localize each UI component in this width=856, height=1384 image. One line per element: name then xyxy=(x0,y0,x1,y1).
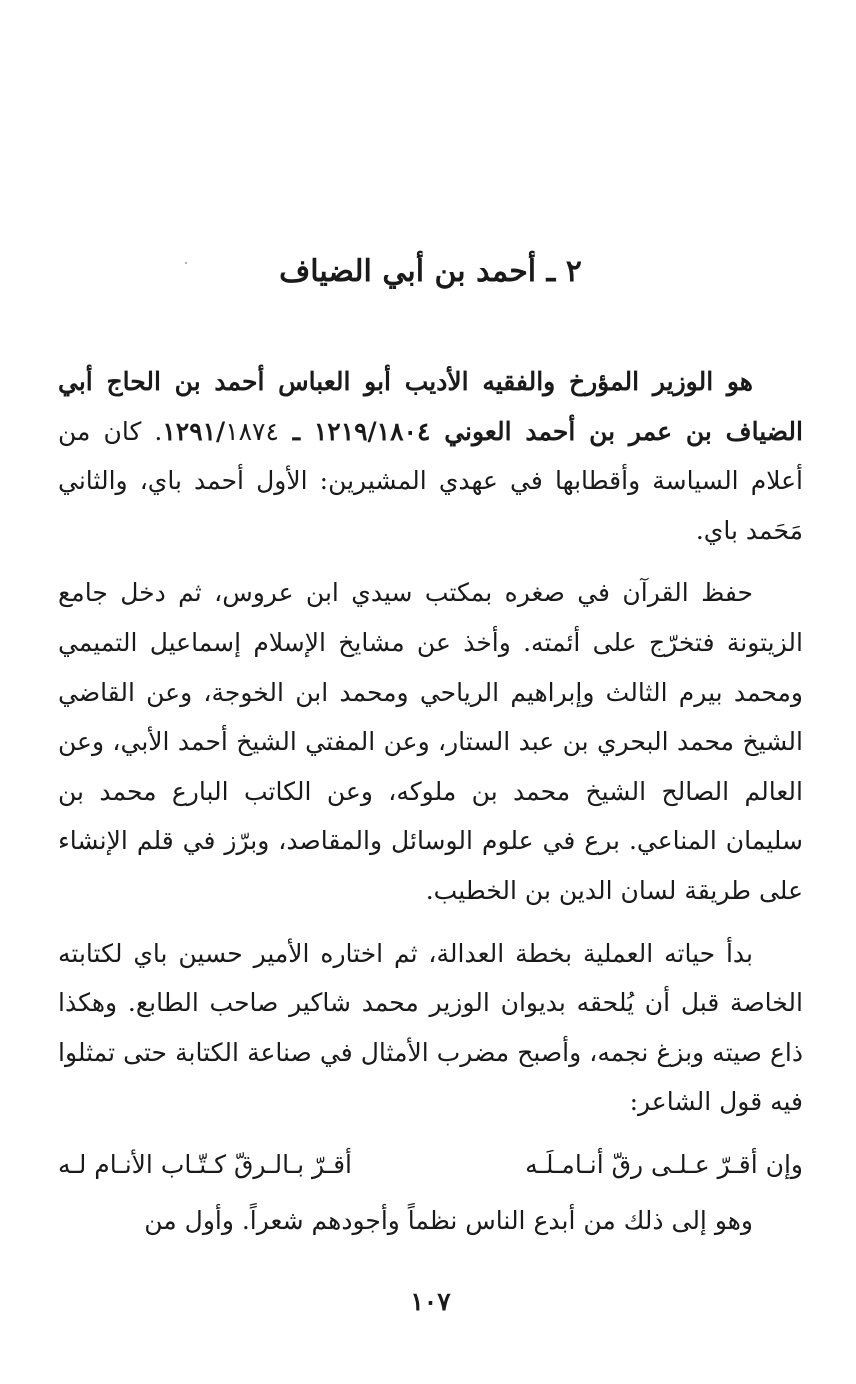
chapter-heading: ٢ ـ أحمد بن أبي الضياف xyxy=(279,254,582,289)
poetry-verse xyxy=(58,1140,803,1190)
paragraph-poetry-continued: وهو إلى ذلك من أبدع الناس نظماً وأجودهم شعراً. وأول من xyxy=(144,1205,753,1235)
verse-first-hemistich: وإن أقـرّ عـلـى رقّ أنـامـلَـه xyxy=(525,1149,803,1179)
paragraph-intro xyxy=(58,357,803,555)
book-page xyxy=(58,0,803,1384)
paragraph-education: حفظ القرآن في صغره بمكتب سيدي ابن عروس، ثم دخل جامع الزيتونة فتخرّج على أئمته. وأخذ عن مشايخ الإسلام إسماعيل التميمي ومحمد بيرم الثالث وإبراهيم الرياحي ومحمد ابن الخوجة، وعن القاضي الشيخ محمد البحري بن عبد الستار، وعن المفتي الشيخ أحمد الأبي، وعن العالم الصالح الشيخ محمد بن ملوكه، وعن الكاتب البارع محمد بن سليمان المناعي. برع في علوم الوسائل والمقاصد، وبرّز في قلم الإنشاء على طريقة لسان الدين بن الخطيب. xyxy=(58,578,803,905)
paragraph-career: بدأ حياته العملية بخطة العدالة، ثم اختاره الأمير حسين باي لكتابته الخاصة قبل أن يُلحقه بديوان الوزير محمد شاكير صاحب الطابع. وهكذا ذاع صيته وبزغ نجمه، وأصبح مضرب الأمثال في صناعة الكتابة حتى تمثلوا فيه قول الشاعر: xyxy=(58,938,803,1117)
intro-bold-text: هو الوزير المؤرخ والفقيه الأديب أبو العباس أحمد بن الحاج أبي الضياف بن عمر بن أحمد العوني ١٢١٩/١٨٠٤ ـ ١٢٩١/ xyxy=(58,367,803,446)
intro-rest-text: ١٨٧٤. كان من أعلام السياسة وأقطابها في عهدي المشيرين: الأول أحمد باي، والثاني مَحَمد باي. xyxy=(58,416,803,545)
page-body xyxy=(58,357,803,1258)
verse-second-hemistich: أقـرّ بـالـرقّ كـتّـاب الأنـام لـه xyxy=(58,1149,353,1179)
page-number: ١٠٧ xyxy=(410,1287,451,1316)
